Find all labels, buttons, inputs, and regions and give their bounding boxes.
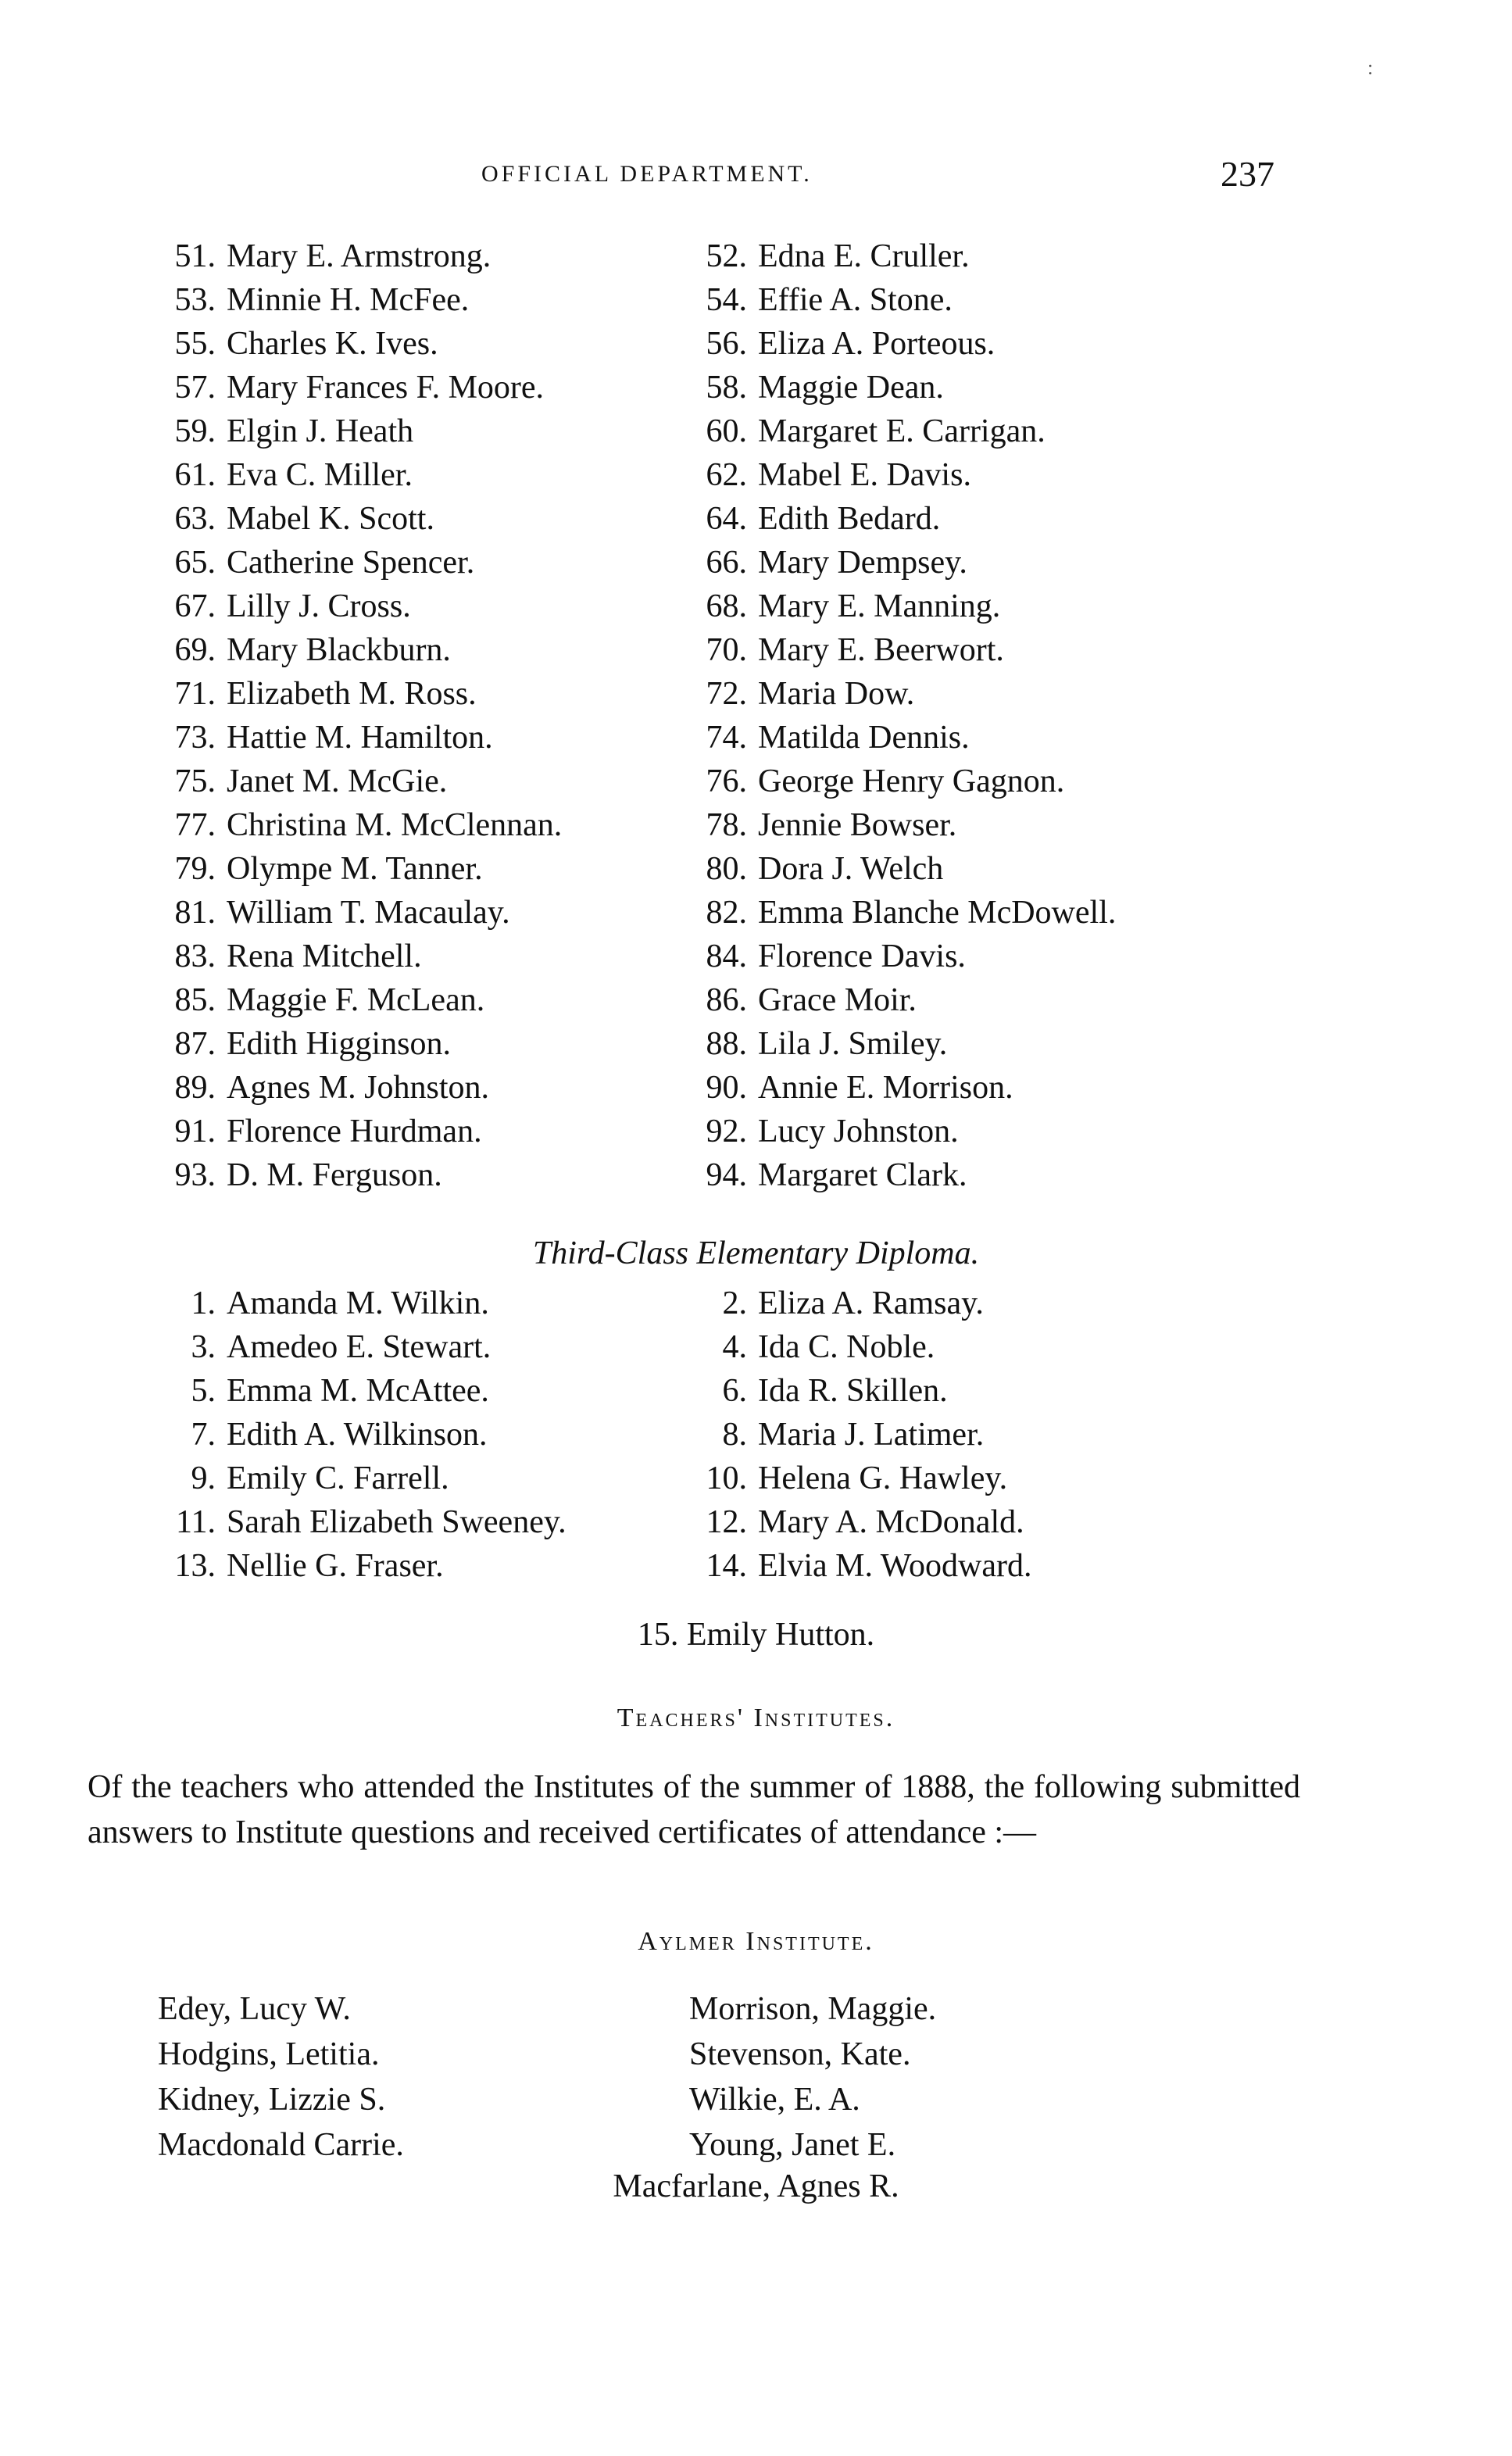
list-item xyxy=(164,847,695,891)
list-item xyxy=(164,278,695,322)
list-item xyxy=(695,1544,1242,1588)
item-name: Mary Frances F. Moore. xyxy=(227,370,545,406)
item-number: 80. xyxy=(706,851,747,887)
page-header xyxy=(0,153,1512,200)
item-name: Lilly J. Cross. xyxy=(227,588,411,624)
item-name: Dora J. Welch xyxy=(758,851,944,887)
list-item xyxy=(695,760,1242,803)
list-item xyxy=(164,1500,695,1544)
list-item xyxy=(695,891,1242,935)
item-name: D. M. Ferguson. xyxy=(227,1157,442,1193)
item-name: Eliza A. Porteous. xyxy=(758,326,995,362)
item-number: 69. xyxy=(174,632,216,668)
item-number: 1. xyxy=(191,1285,216,1321)
item-number: 91. xyxy=(174,1114,216,1149)
item-name: Maggie Dean. xyxy=(758,370,944,406)
list-item xyxy=(164,628,695,672)
item-name: Janet M. McGie. xyxy=(227,763,448,799)
list-item xyxy=(164,1413,695,1457)
list-item xyxy=(164,672,695,716)
item-name: William T. Macaulay. xyxy=(227,895,510,931)
item-name: Mary E. Beerwort. xyxy=(758,632,1004,668)
item-number: 57. xyxy=(174,370,216,406)
list-item xyxy=(695,1369,1242,1413)
item-name: Grace Moir. xyxy=(758,982,917,1018)
item-number: 63. xyxy=(174,501,216,537)
item-number: 12. xyxy=(706,1504,747,1540)
list-item xyxy=(695,803,1242,847)
attendee-name: Morrison, Maggie. xyxy=(689,1991,937,2027)
list-item xyxy=(164,1282,695,1325)
item-number: 64. xyxy=(706,501,747,537)
item-name: Emily C. Farrell. xyxy=(227,1460,449,1496)
item-number: 8. xyxy=(722,1417,747,1453)
item-name: Catherine Spencer. xyxy=(227,545,475,581)
item-name: Emma Blanche McDowell. xyxy=(758,895,1117,931)
list-item xyxy=(695,541,1242,585)
item-number: 62. xyxy=(706,457,747,493)
list-item xyxy=(164,453,695,497)
list-item xyxy=(695,1325,1242,1369)
list-item xyxy=(695,1282,1242,1325)
item-number: 54. xyxy=(706,282,747,318)
item-name: Helena G. Hawley. xyxy=(758,1460,1008,1496)
list-item xyxy=(695,585,1242,628)
list-item xyxy=(164,935,695,978)
list-item xyxy=(695,847,1242,891)
list-item xyxy=(164,234,695,278)
list-item xyxy=(695,1110,1242,1153)
third-class-list xyxy=(164,1282,1242,1588)
item-name: Elizabeth M. Ross. xyxy=(227,676,477,712)
item-number: 74. xyxy=(706,720,747,756)
item-number: 71. xyxy=(174,676,216,712)
item-number: 75. xyxy=(174,763,216,799)
item-number: 93. xyxy=(174,1157,216,1193)
list-item xyxy=(695,1022,1242,1066)
item-number: 88. xyxy=(706,1026,747,1062)
item-name: Christina M. McClennan. xyxy=(227,807,563,843)
item-number: 56. xyxy=(706,326,747,362)
item-number: 6. xyxy=(722,1373,747,1409)
list-item xyxy=(164,1153,695,1197)
attendee-name: Edey, Lucy W. xyxy=(158,1991,351,2027)
list-item xyxy=(164,1457,695,1500)
item-name: Ida R. Skillen. xyxy=(758,1373,948,1409)
list-item xyxy=(695,628,1242,672)
item-number: 13. xyxy=(174,1548,216,1584)
item-number: 86. xyxy=(706,982,747,1018)
list-item xyxy=(164,366,695,409)
item-name: Mary Blackburn. xyxy=(227,632,451,668)
item-name: Eva C. Miller. xyxy=(227,457,413,493)
aylmer-names xyxy=(158,1986,1017,2168)
item-number: 5. xyxy=(191,1373,216,1409)
item-name: Mary Dempsey. xyxy=(758,545,967,581)
item-number: 78. xyxy=(706,807,747,843)
list-item xyxy=(164,409,695,453)
list-item xyxy=(164,760,695,803)
list-item xyxy=(164,891,695,935)
list-item xyxy=(695,978,1242,1022)
list-item xyxy=(164,803,695,847)
attendee-name: Macdonald Carrie. xyxy=(158,2127,404,2163)
item-name: Annie E. Morrison. xyxy=(758,1070,1013,1106)
item-number: 68. xyxy=(706,588,747,624)
list-item xyxy=(695,1413,1242,1457)
attendee-name: Kidney, Lizzie S. xyxy=(158,2082,386,2118)
list-item xyxy=(695,409,1242,453)
list-item xyxy=(164,322,695,366)
list-item xyxy=(164,1369,695,1413)
third-class-title: Third-Class Elementary Diploma. xyxy=(532,1235,980,1271)
item-number: 59. xyxy=(174,413,216,449)
item-number: 60. xyxy=(706,413,747,449)
aylmer-institute-title: Aylmer Institute. xyxy=(638,1927,874,1956)
item-name: Edith Higginson. xyxy=(227,1026,452,1062)
item-number: 7. xyxy=(191,1417,216,1453)
list-item xyxy=(164,978,695,1022)
item-number: 73. xyxy=(174,720,216,756)
list-item xyxy=(164,1544,695,1588)
item-number: 10. xyxy=(706,1460,747,1496)
item-name: Amanda M. Wilkin. xyxy=(227,1285,489,1321)
institutes-paragraph: Of the teachers who attended the Institutes of the summer of 1888, the following submitted answers to Institute questions and received certificates of attendance :— xyxy=(88,1769,1300,1850)
item-name: Emma M. McAttee. xyxy=(227,1373,489,1409)
list-item xyxy=(695,1066,1242,1110)
item-number: 89. xyxy=(174,1070,216,1106)
item-number: 53. xyxy=(174,282,216,318)
item-name: Sarah Elizabeth Sweeney. xyxy=(227,1504,567,1540)
item-number: 67. xyxy=(174,588,216,624)
item-number: 55. xyxy=(174,326,216,362)
diploma-list-continued xyxy=(164,234,1242,1197)
item-name: Florence Davis. xyxy=(758,938,966,974)
list-item xyxy=(164,1110,695,1153)
item-number: 61. xyxy=(174,457,216,493)
list-item xyxy=(695,935,1242,978)
item-name: Margaret Clark. xyxy=(758,1157,967,1193)
item-name: Lucy Johnston. xyxy=(758,1114,959,1149)
item-name: Mary E. Armstrong. xyxy=(227,238,491,274)
item-name: Mary E. Manning. xyxy=(758,588,1001,624)
list-item xyxy=(695,278,1242,322)
running-head: OFFICIAL DEPARTMENT. xyxy=(481,161,813,187)
aylmer-last-name: Macfarlane, Agnes R. xyxy=(613,2168,899,2204)
item-number: 92. xyxy=(706,1114,747,1149)
list-item xyxy=(164,497,695,541)
item-name: Elvia M. Woodward. xyxy=(758,1548,1032,1584)
list-item xyxy=(695,672,1242,716)
list-item xyxy=(164,1022,695,1066)
item-name: Elgin J. Heath xyxy=(227,413,414,449)
list-item xyxy=(695,497,1242,541)
list-item xyxy=(695,716,1242,760)
item-name: Lila J. Smiley. xyxy=(758,1026,948,1062)
item-name: Amedeo E. Stewart. xyxy=(227,1329,491,1365)
item-name: Eliza A. Ramsay. xyxy=(758,1285,984,1321)
item-number: 58. xyxy=(706,370,747,406)
item-name: Rena Mitchell. xyxy=(227,938,422,974)
item-number: 76. xyxy=(706,763,747,799)
attendee-name: Hodgins, Letitia. xyxy=(158,2036,380,2072)
list-item xyxy=(695,453,1242,497)
item-number: 77. xyxy=(174,807,216,843)
item-name: Hattie M. Hamilton. xyxy=(227,720,493,756)
item-name: Nellie G. Fraser. xyxy=(227,1548,444,1584)
item-name: Ida C. Noble. xyxy=(758,1329,935,1365)
item-number: 82. xyxy=(706,895,747,931)
item-number: 11. xyxy=(176,1504,216,1540)
item-number: 66. xyxy=(706,545,747,581)
item-name: Charles K. Ives. xyxy=(227,326,438,362)
item-number: 81. xyxy=(174,895,216,931)
item-name: Margaret E. Carrigan. xyxy=(758,413,1046,449)
item-number: 70. xyxy=(706,632,747,668)
attendee-name: Wilkie, E. A. xyxy=(689,2082,860,2118)
item-number: 79. xyxy=(174,851,216,887)
item-name: Edith A. Wilkinson. xyxy=(227,1417,488,1453)
list-item xyxy=(695,1153,1242,1197)
item-name: Effie A. Stone. xyxy=(758,282,953,318)
item-name: Agnes M. Johnston. xyxy=(227,1070,490,1106)
item-name: Mary A. McDonald. xyxy=(758,1504,1024,1540)
third-class-last-entry: 15. Emily Hutton. xyxy=(637,1617,875,1653)
item-name: Edna E. Cruller. xyxy=(758,238,970,274)
attendee-name: Stevenson, Kate. xyxy=(689,2036,911,2072)
item-name: Jennie Bowser. xyxy=(758,807,957,843)
item-name: Edith Bedard. xyxy=(758,501,941,537)
item-number: 94. xyxy=(706,1157,747,1193)
item-number: 3. xyxy=(191,1329,216,1365)
item-number: 9. xyxy=(191,1460,216,1496)
item-number: 4. xyxy=(722,1329,747,1365)
list-item xyxy=(164,1325,695,1369)
item-number: 51. xyxy=(174,238,216,274)
list-item xyxy=(695,234,1242,278)
item-name: Maria J. Latimer. xyxy=(758,1417,985,1453)
item-name: George Henry Gagnon. xyxy=(758,763,1065,799)
list-item xyxy=(164,541,695,585)
item-number: 83. xyxy=(174,938,216,974)
item-name: Maria Dow. xyxy=(758,676,915,712)
page-number: 237 xyxy=(1221,154,1274,194)
item-name: Florence Hurdman. xyxy=(227,1114,482,1149)
list-item xyxy=(164,1066,695,1110)
item-number: 90. xyxy=(706,1070,747,1106)
attendee-name: Young, Janet E. xyxy=(689,2127,896,2163)
list-item xyxy=(695,322,1242,366)
list-item xyxy=(164,585,695,628)
list-item xyxy=(695,1457,1242,1500)
item-name: Mabel E. Davis. xyxy=(758,457,971,493)
item-name: Matilda Dennis. xyxy=(758,720,970,756)
item-number: 65. xyxy=(174,545,216,581)
list-item xyxy=(164,716,695,760)
item-number: 72. xyxy=(706,676,747,712)
item-name: Minnie H. McFee. xyxy=(227,282,470,318)
item-name: Maggie F. McLean. xyxy=(227,982,485,1018)
teachers-institutes-title: Teachers' Institutes. xyxy=(617,1703,895,1732)
item-number: 14. xyxy=(706,1548,747,1584)
item-name: Olympe M. Tanner. xyxy=(227,851,483,887)
item-number: 87. xyxy=(174,1026,216,1062)
item-number: 52. xyxy=(706,238,747,274)
corner-mark: : xyxy=(1367,56,1374,79)
item-number: 84. xyxy=(706,938,747,974)
item-number: 85. xyxy=(174,982,216,1018)
list-item xyxy=(695,1500,1242,1544)
list-item xyxy=(695,366,1242,409)
item-name: Mabel K. Scott. xyxy=(227,501,434,537)
item-number: 2. xyxy=(722,1285,747,1321)
